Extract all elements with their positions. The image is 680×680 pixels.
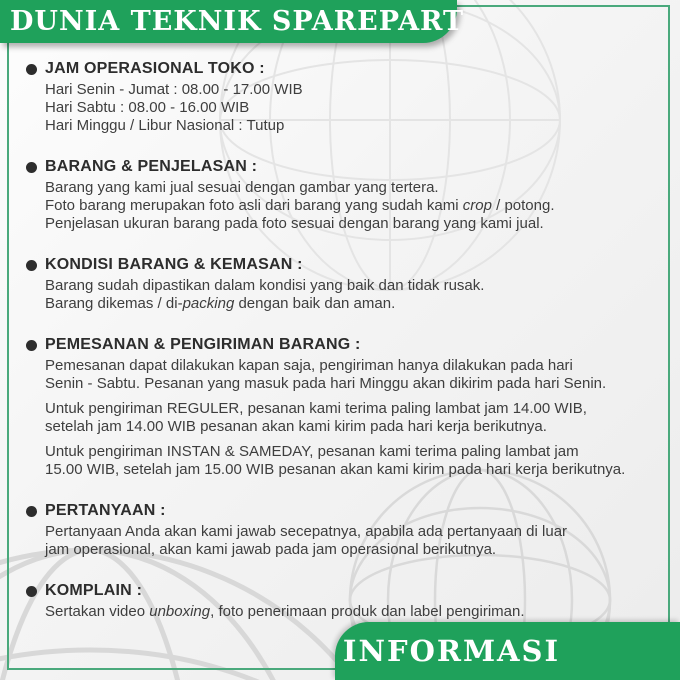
section-komplain	[26, 582, 662, 621]
section-jam-operasional	[26, 60, 662, 135]
section-body	[26, 357, 662, 479]
section-kondisi-kemasan	[26, 256, 662, 313]
info-line: setelah jam 14.00 WIB pesanan akan kami kirim pada hari kerja berikutnya.	[45, 418, 547, 435]
section-heading-row	[26, 336, 662, 354]
section-heading-row	[26, 582, 662, 600]
info-line: Barang dikemas / di-packing dengan baik dan aman.	[45, 295, 396, 312]
info-line: Hari Sabtu : 08.00 - 16.00 WIB	[45, 99, 250, 116]
italic-term: crop	[462, 197, 492, 214]
info-line: Untuk pengiriman INSTAN & SAMEDAY, pesanan kami terima paling lambat jam	[45, 443, 579, 460]
store-name: DUNIA TEKNIK SPAREPART	[10, 6, 465, 37]
section-title: KONDISI BARANG & KEMASAN :	[45, 256, 303, 273]
section-barang-penjelasan	[26, 158, 662, 233]
info-line: 15.00 WIB, setelah jam 15.00 WIB pesanan akan kami kirim pada hari kerja berikutnya.	[45, 461, 626, 478]
section-heading-row	[26, 158, 662, 176]
section-body	[26, 179, 662, 233]
section-title: BARANG & PENJELASAN :	[45, 158, 258, 175]
section-body	[26, 81, 662, 135]
header-banner	[0, 0, 465, 43]
info-line: Barang sudah dipastikan dalam kondisi yang baik dan tidak rusak.	[45, 277, 485, 294]
bullet-icon	[26, 340, 37, 351]
section-pemesanan-pengiriman	[26, 336, 662, 479]
section-heading-row	[26, 256, 662, 274]
bullet-icon	[26, 506, 37, 517]
bullet-icon	[26, 586, 37, 597]
section-title: PERTANYAAN :	[45, 502, 166, 519]
info-line: Hari Senin - Jumat : 08.00 - 17.00 WIB	[45, 81, 303, 98]
section-title: KOMPLAIN :	[45, 582, 143, 599]
section-body	[26, 523, 662, 559]
info-line: Senin - Sabtu. Pesanan yang masuk pada hari Minggu akan dikirim pada hari Senin.	[45, 375, 607, 392]
italic-term: packing	[182, 295, 235, 312]
info-line: jam operasional, akan kami jawab pada jam operasional berikutnya.	[45, 541, 497, 558]
section-body	[26, 603, 662, 621]
paragraph	[45, 400, 662, 436]
info-line: Foto barang merupakan foto asli dari barang yang sudah kami crop / potong.	[45, 197, 555, 214]
info-sections	[26, 60, 662, 644]
italic-term: unboxing	[149, 603, 211, 620]
paragraph	[45, 357, 662, 393]
info-line: Pemesanan dapat dilakukan kapan saja, pengiriman hanya dilakukan pada hari	[45, 357, 573, 374]
footer-label: INFORMASI	[342, 634, 561, 668]
section-title: JAM OPERASIONAL TOKO :	[45, 60, 265, 77]
bullet-icon	[26, 162, 37, 173]
info-line: Sertakan video unboxing, foto penerimaan produk dan label pengiriman.	[45, 603, 525, 620]
paragraph	[45, 443, 662, 479]
info-line: Penjelasan ukuran barang pada foto sesuai dengan barang yang kami jual.	[45, 215, 544, 232]
info-line: Barang yang kami jual sesuai dengan gambar yang tertera.	[45, 179, 439, 196]
section-heading-row	[26, 502, 662, 520]
section-title: PEMESANAN & PENGIRIMAN BARANG :	[45, 336, 361, 353]
footer-banner	[335, 622, 680, 680]
info-line: Hari Minggu / Libur Nasional : Tutup	[45, 117, 285, 134]
bullet-icon	[26, 64, 37, 75]
bullet-icon	[26, 260, 37, 271]
section-heading-row	[26, 60, 662, 78]
section-pertanyaan	[26, 502, 662, 559]
section-body	[26, 277, 662, 313]
info-line: Pertanyaan Anda akan kami jawab secepatnya, apabila ada pertanyaan di luar	[45, 523, 568, 540]
info-line: Untuk pengiriman REGULER, pesanan kami terima paling lambat jam 14.00 WIB,	[45, 400, 587, 417]
